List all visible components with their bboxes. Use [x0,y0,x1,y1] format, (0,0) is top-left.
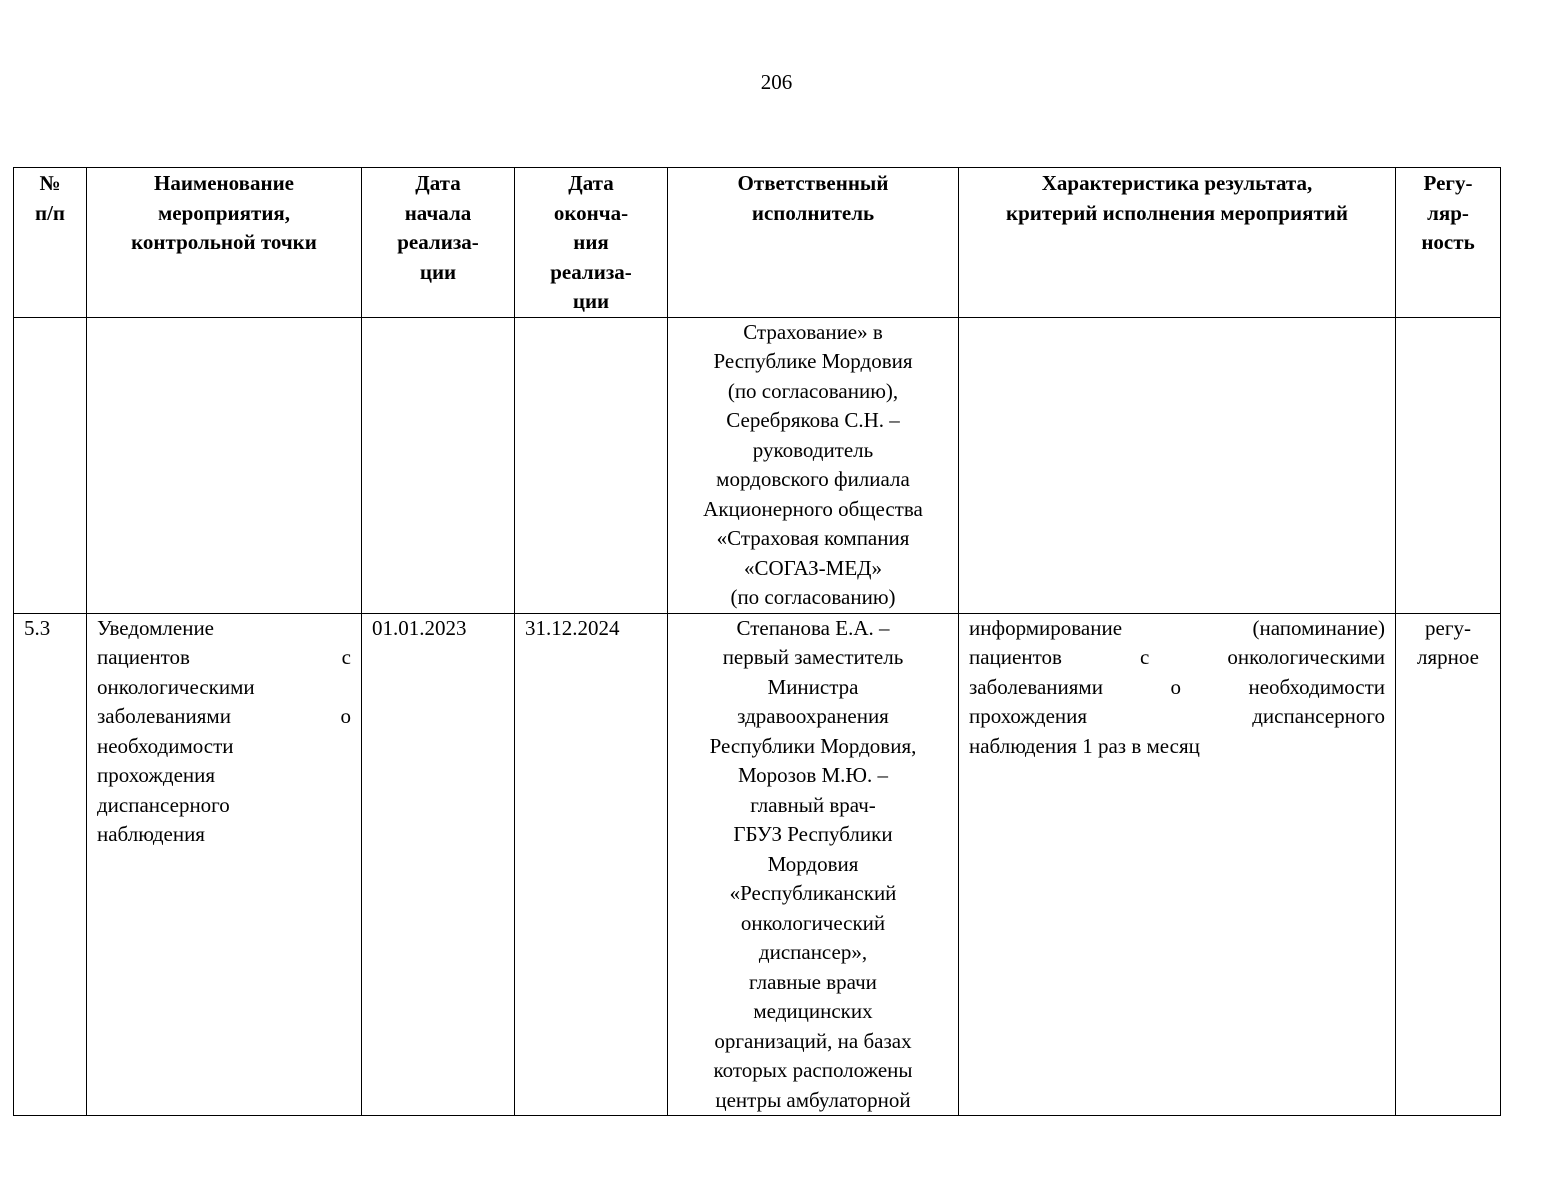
table-header-row [14,168,1501,318]
cell-result-empty [959,317,1396,613]
table-row-continuation [14,317,1501,613]
header-result-characteristic: Характеристика результата, критерий исполнения мероприятий [959,168,1396,318]
activities-table [13,167,1501,1116]
cell-result-characteristic: информирование (напоминание) пациентов с онкологическими заболеваниями о необходимости прохождения диспансерного наблюдения 1 раз в месяц [959,613,1396,1116]
cell-regularity-empty [1396,317,1501,613]
cell-responsible-continuation: Страхование» в Республике Мордовия (по согласованию), Серебрякова С.Н. – руководитель мордовского филиала Акционерного общества «Страховая компания «СОГАЗ-МЕД» (по согласованию) [668,317,959,613]
header-responsible: Ответственный исполнитель [668,168,959,318]
header-start-date: Дата начала реализа- ции [362,168,515,318]
header-end-date: Дата оконча- ния реализа- ции [515,168,668,318]
cell-number-empty [14,317,87,613]
header-activity-name: Наименование мероприятия, контрольной точки [87,168,362,318]
page-number: 206 [760,70,793,94]
cell-end-date: 31.12.2024 [515,613,668,1116]
cell-responsible: Степанова Е.А. – первый заместитель Министра здравоохранения Республики Мордовия, Морозов М.Ю. – главный врач- ГБУЗ Республики Мордовия «Республиканский онкологический диспансер», главные врачи медицинских организаций, на базах которых расположены центры амбулаторной [668,613,959,1116]
cell-start-date: 01.01.2023 [362,613,515,1116]
cell-regularity: регу- лярное [1396,613,1501,1116]
table-row-5-3 [14,613,1501,1116]
cell-item-number: 5.3 [14,613,87,1116]
cell-end-empty [515,317,668,613]
cell-start-empty [362,317,515,613]
header-number: № п/п [14,168,87,318]
header-regularity: Регу- ляр- ность [1396,168,1501,318]
cell-activity-name: Уведомление пациентов с онкологическими заболеваниями о необходимости прохождения диспансерного наблюдения [87,613,362,1116]
cell-name-empty [87,317,362,613]
